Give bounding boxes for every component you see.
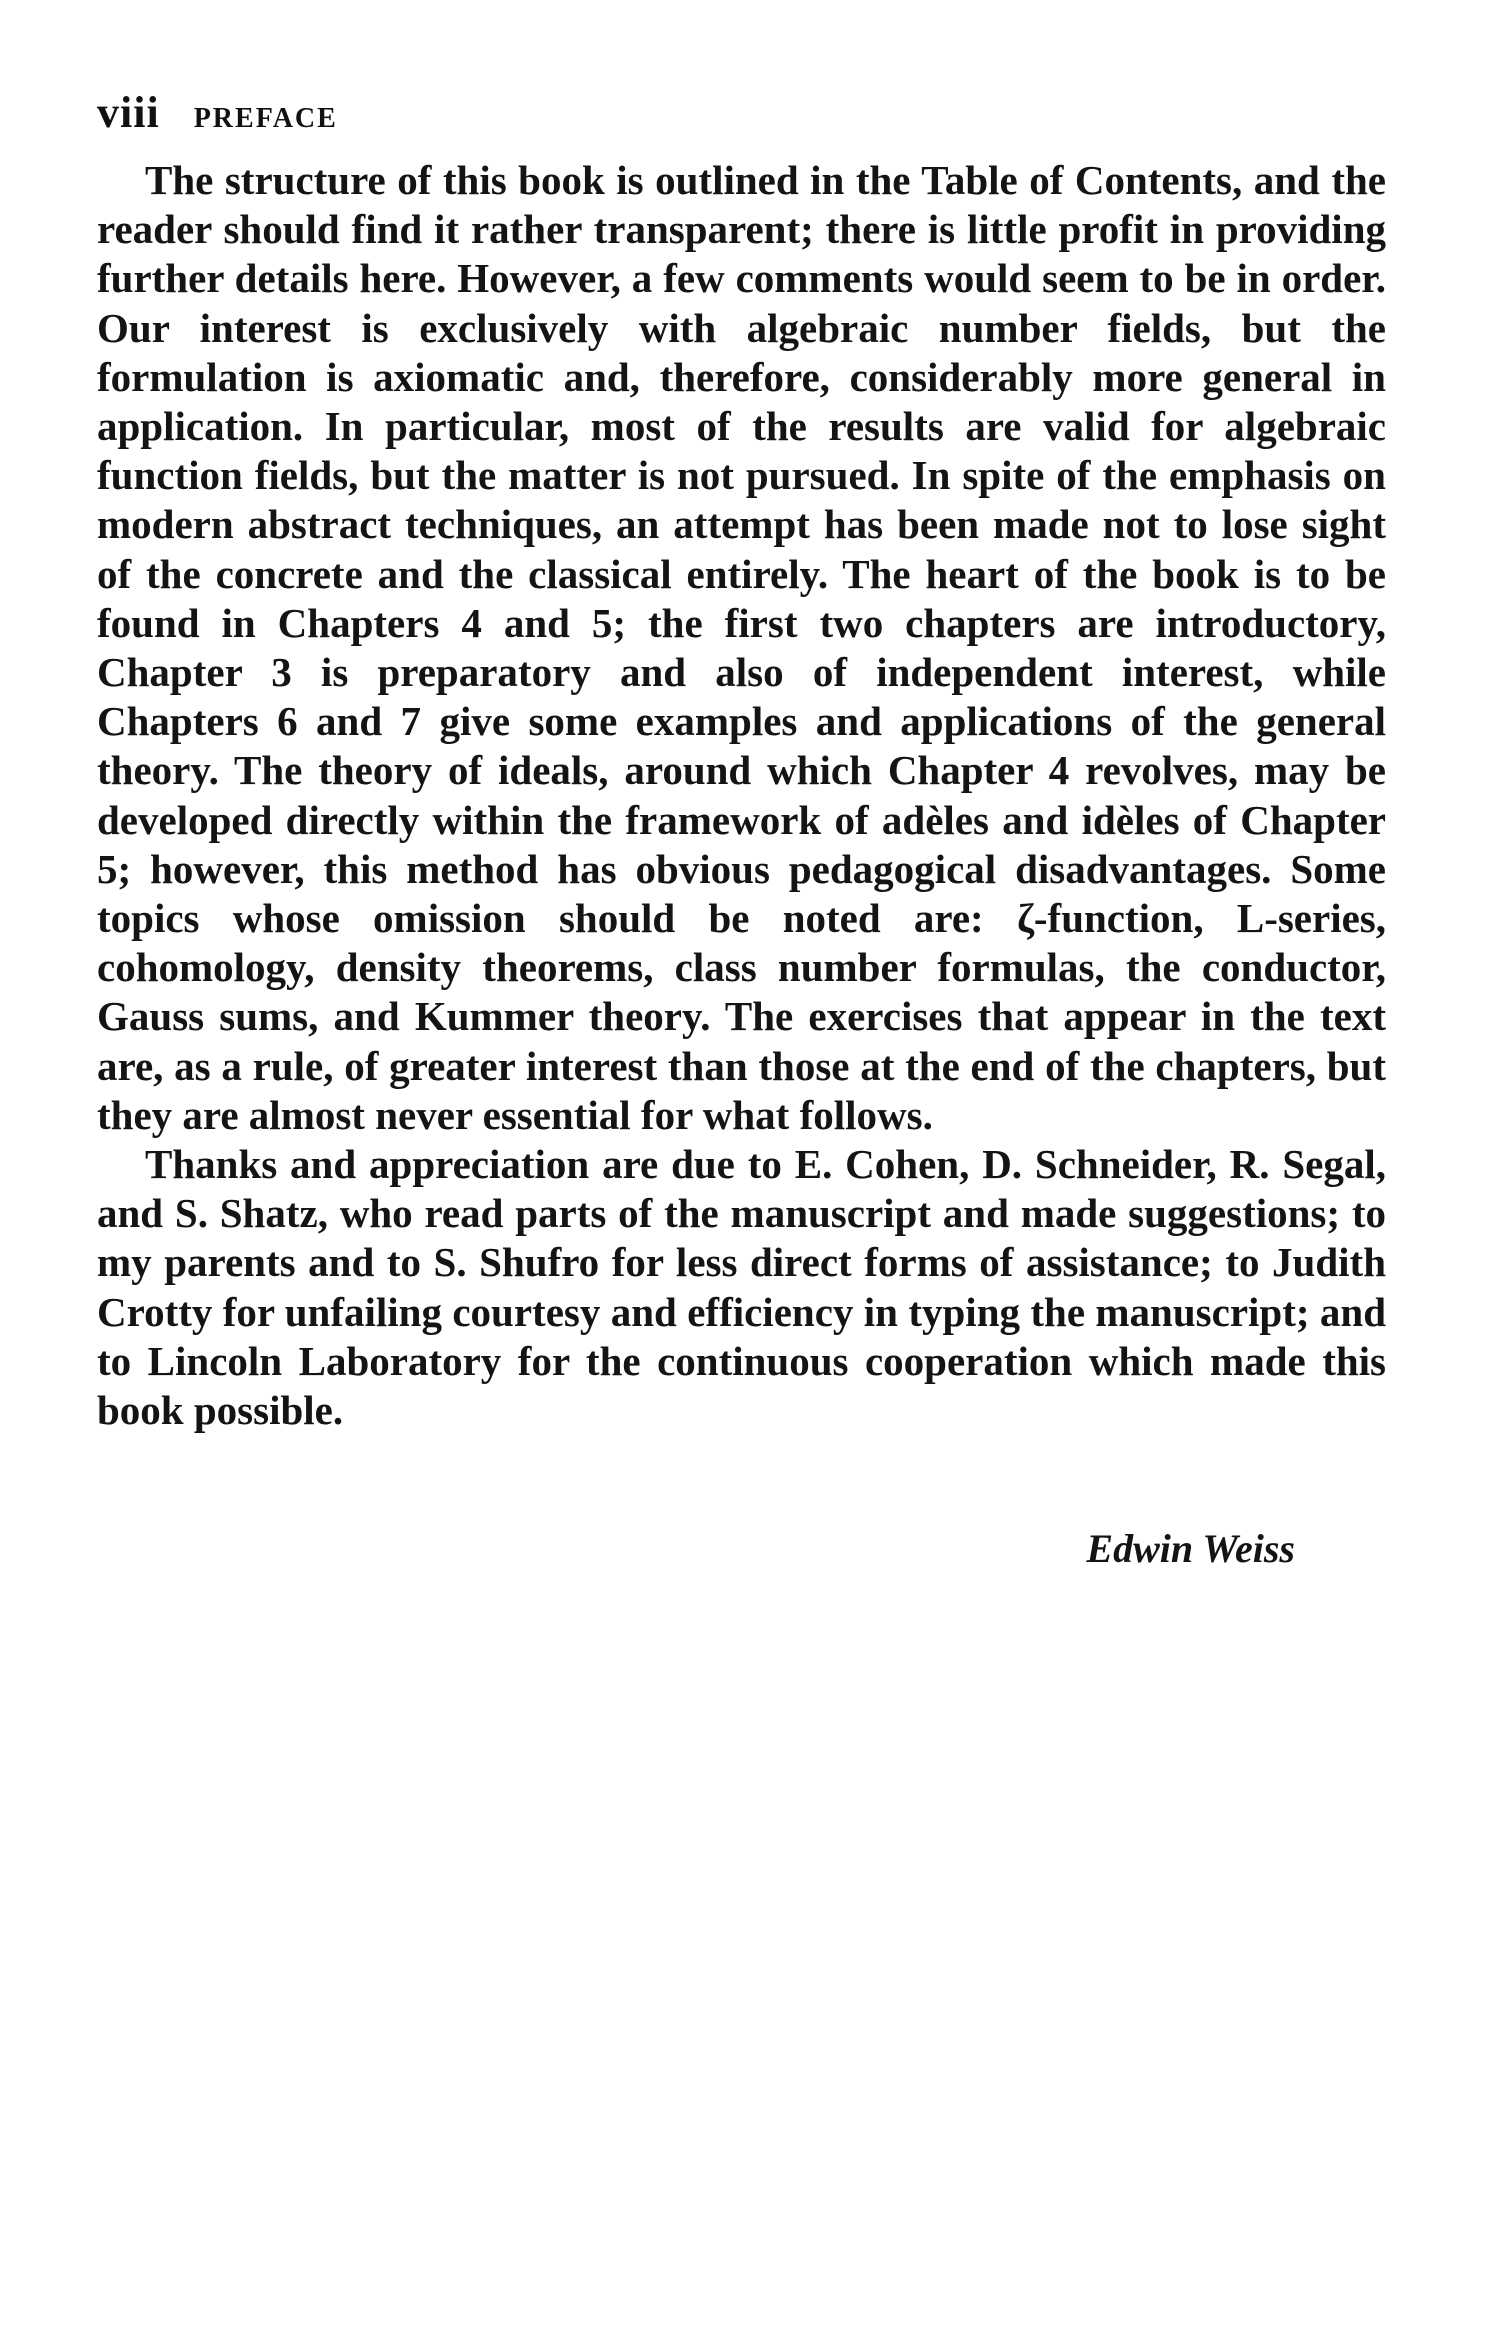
section-title: PREFACE [193, 103, 338, 134]
preface-paragraph-structure: The structure of this book is outlined in the Table of Contents, and the reader should find it rather transparent; there is little profit in providing further details here. However, a few comments would seem to be in order. Our interest is exclusively with algebraic number fields, but the formulation is axiomatic and, therefore, considerably more general in application. In particular, most of the results are valid for algebraic function fields, but the matter is not pursued. In spite of the emphasis on modern abstract techniques, an attempt has been made not to lose sight of the concrete and the classical entirely. The heart of the book is to be found in Chapters 4 and 5; the first two chapters are introductory, Chapter 3 is preparatory and also of independent interest, while Chapters 6 and 7 give some examples and applications of the general theory. The theory of ideals, around which Chapter 4 revolves, may be developed directly within the framework of adèles and idèles of Chapter 5; however, this method has obvious pedagogical disadvantages. Some topics whose omission should be noted are: ζ-function, L-series, cohomology, density theorems, class number formulas, the conductor, Gauss sums, and Kummer theory. The exercises that appear in the text are, as a rule, of greater interest than those at the end of the chapters, but they are almost never essential for what follows. [97, 157, 1386, 1138]
running-head [97, 88, 338, 138]
page-number: viii [97, 88, 160, 137]
author-signature: Edwin Weiss [1086, 1526, 1295, 1571]
preface-paragraph-acknowledgements: Thanks and appreciation are due to E. Cohen, D. Schneider, R. Segal, and S. Shatz, who read parts of the manuscript and made suggestions; to my parents and to S. Shufro for less direct forms of assistance; to Judith Crotty for unfailing courtesy and efficiency in typing the manuscript; and to Lincoln Laboratory for the continuous cooperation which made this book possible. [97, 1141, 1386, 1434]
preface-body [97, 156, 1386, 1435]
